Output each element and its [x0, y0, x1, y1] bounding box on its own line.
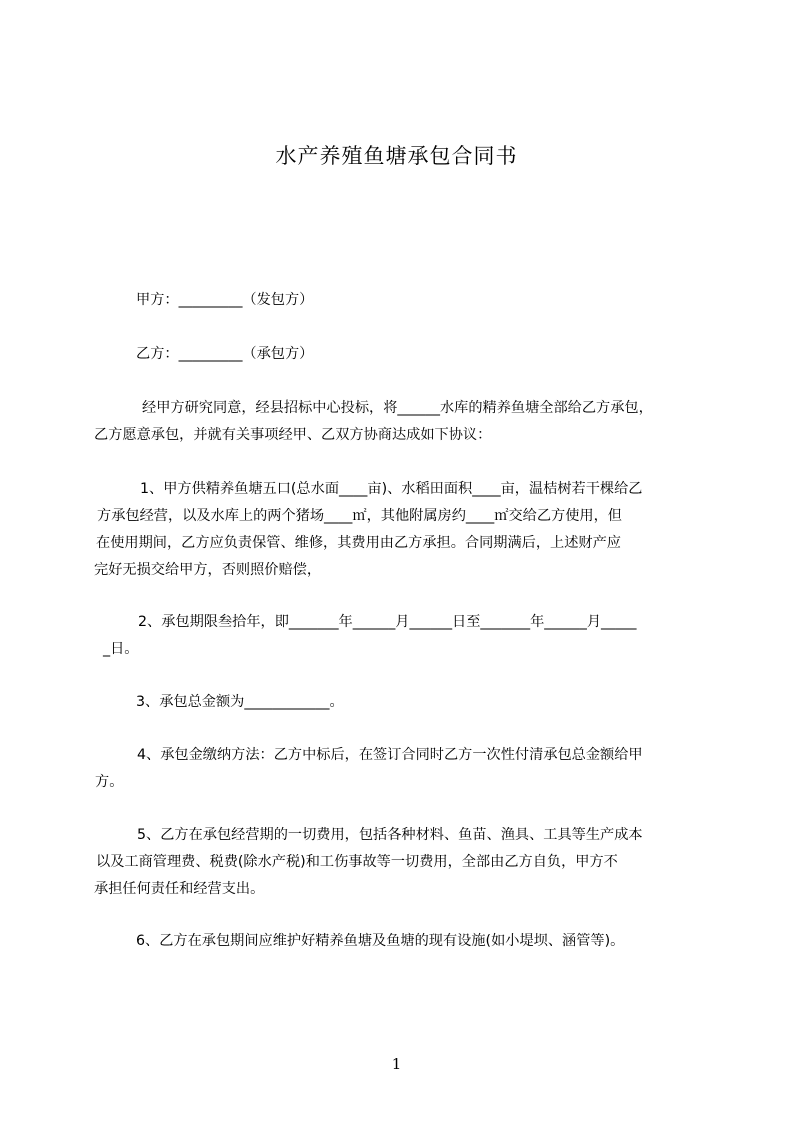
clause6-line-1: 6、乙方在承包期间应维护好精养鱼塘及鱼塘的现有设施(如小堤坝、涵管等)。	[136, 933, 625, 949]
clause5-line-3: 承担任何责任和经营支出。	[94, 881, 265, 897]
clause1-line-4: 完好无损交给甲方，否则照价赔偿，	[94, 562, 322, 578]
document-title: 水产养殖鱼塘承包合同书	[275, 144, 518, 168]
clause5-line-1: 5、乙方在承包经营期的一切费用，包括各种材料、鱼苗、渔具、工具等生产成本	[137, 827, 643, 843]
clause5-line-2: 以及工商管理费、税费(除水产税)和工伤事故等一切费用，全部由乙方自负，甲方不	[96, 854, 618, 870]
clause3-line-1: 3、承包总金额为____________。	[136, 694, 344, 710]
clause1-line-2: 方承包经营，以及水库上的两个猪场____㎡，其他附属房约____㎡交给乙方使用，但	[97, 508, 622, 524]
page-number: 1	[391, 1055, 402, 1073]
party-b-line: 乙方：_________（承包方）	[136, 346, 314, 362]
clause2-line-2: _日。	[103, 641, 139, 657]
clause1-line-3: 在使用期间，乙方应负责保管、维修，其费用由乙方承担。合同期满后，上述财产应	[96, 535, 621, 551]
intro-line-2: 乙方愿意承包，并就有关事项经甲、乙双方协商达成如下协议：	[94, 427, 492, 443]
clause4-line-1: 4、承包金缴纳方法：乙方中标后，在签订合同时乙方一次性付清承包总金额给甲	[137, 747, 643, 763]
intro-line-1: 经甲方研究同意，经县招标中心投标，将______水库的精养鱼塘全部给乙方承包，	[142, 400, 653, 416]
clause1-line-1: 1、甲方供精养鱼塘五口(总水面____亩)、水稻田面积____亩，温桔树若干棵给乙	[140, 481, 643, 497]
clause4-line-2: 方。	[95, 774, 124, 790]
clause2-line-1: 2、承包期限叁拾年，即_______年______月______日至_______年______月_____	[138, 614, 637, 630]
party-a-line: 甲方：_________（发包方）	[136, 292, 314, 308]
